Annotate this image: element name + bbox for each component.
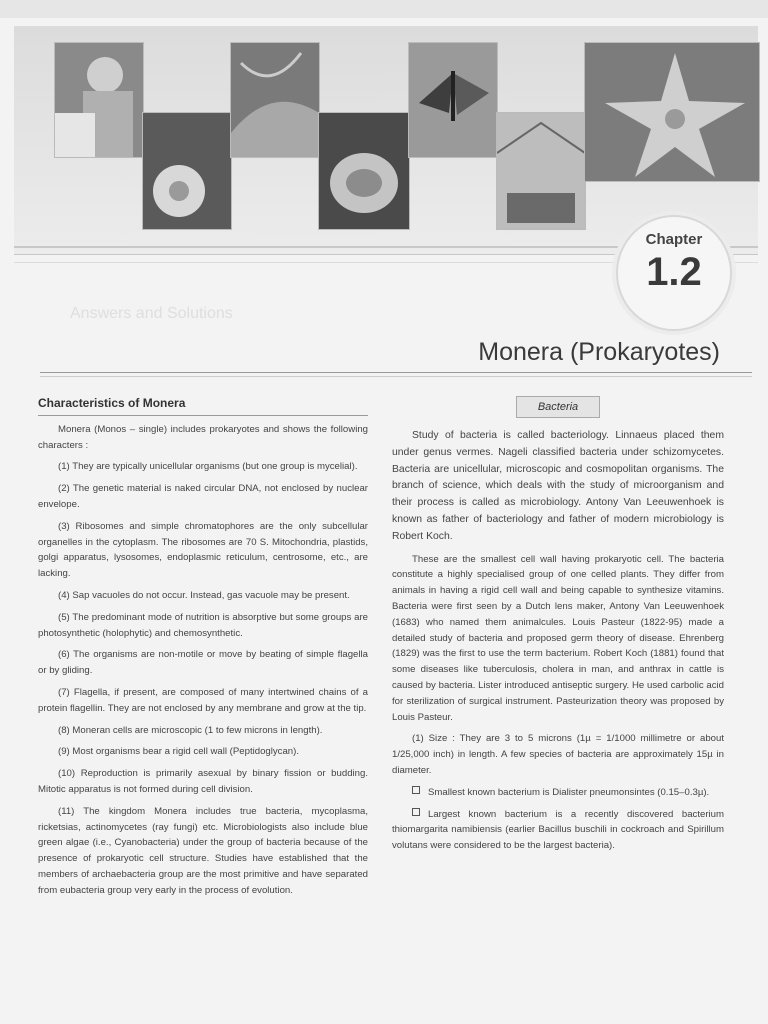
section-heading: Characteristics of Monera bbox=[38, 396, 368, 416]
bullet-text: Smallest known bacterium is Dialister pneumonsintes (0.15–0.3µ). bbox=[428, 786, 710, 798]
characteristic-item: (9) Most organisms bear a rigid cell wall (Peptidoglycan). bbox=[58, 746, 300, 758]
characteristic-item: (11) The kingdom Monera includes true bacteria, mycoplasma, ricketsias, actinomycetes (ray fungi) etc. Microbiologists also include blue green algae (i.e., Cyanobacteria) under the group of bacteria because of the presence of prokaryotic cell structure. Studies have established that the members of archaebacteria group are the most primitive and have separated from eubacteria group very early in the process of evolution. bbox=[38, 805, 368, 896]
chapter-number: 1.2 bbox=[646, 250, 702, 294]
bullet-text: Largest known bacterium is a recently discovered bacterium thiomargarita namibiensis (earlier Bacillus buschili in cockroach and Spirillum volutans were considered to be the largest bacteria). bbox=[392, 808, 724, 852]
bacteriology-paragraph: Study of bacteria is called bacteriology. Linnaeus placed them under genus vermes. Nageli classified bacteria under schizomycetes. Bacteria are unicellular, microscopic and cosmopolitan organisms. The branch of science, which deals with the study of microorganism and their process is called as microbiology. Antony Van Leeuwenhoek is known as father of bacteriology and father of modern microbiology is Robert Koch. bbox=[392, 430, 724, 542]
starfish-photo bbox=[584, 42, 760, 182]
title-rule bbox=[40, 372, 752, 373]
characteristic-item: (5) The predominant mode of nutrition is absorptive but some groups are photosynthetic (holophytic) and chemosynthetic. bbox=[38, 611, 368, 639]
surgeon-photo bbox=[54, 42, 144, 158]
title-rule bbox=[40, 376, 752, 377]
characteristic-item: (3) Ribosomes and simple chromatophores are the only subcellular organelles in the cytoplasm. The ribosomes are 70 S. Mitochondria, plastids, golgi apparatus, lysosomes, endoplasmic reticulum, centrosome, etc., are lacking. bbox=[38, 520, 368, 580]
characteristic-item: (6) The organisms are non-motile or move by beating of simple flagella or by gliding. bbox=[38, 649, 368, 677]
characteristic-item: (4) Sap vacuoles do not occur. Instead, gas vacuole may be present. bbox=[58, 589, 350, 601]
chapter-label: Chapter bbox=[645, 231, 703, 248]
characteristic-item: (1) They are typically unicellular organisms (but one group is mycelial). bbox=[58, 461, 358, 473]
intro-paragraph: Monera (Monos – single) includes prokaryotes and shows the following characters : bbox=[38, 423, 368, 451]
bacteria-section-tab: Bacteria bbox=[516, 396, 600, 418]
characteristic-item: (2) The genetic material is naked circular DNA, not enclosed by nuclear envelope. bbox=[38, 483, 368, 510]
anemone-photo bbox=[318, 112, 410, 230]
bullet-item bbox=[392, 807, 724, 854]
bullet-item bbox=[392, 785, 724, 801]
checkbox-bullet-icon bbox=[412, 786, 420, 794]
characteristic-item: (7) Flagella, if present, are composed of many intertwined chains of a protein flagellin. They are not enclosed by any membrane and grow at the tip. bbox=[38, 686, 368, 714]
size-paragraph: (1) Size : They are 3 to 5 microns (1µ = 1/1000 millimetre or about 1/25,000 inch) in length. A few species of bacteria are approximately 15µ in diameter. bbox=[392, 733, 724, 776]
chapter-badge bbox=[616, 215, 732, 331]
dandelion-photo bbox=[142, 112, 232, 230]
page-title: Monera (Prokaryotes) bbox=[478, 338, 720, 366]
checkbox-bullet-icon bbox=[412, 808, 420, 816]
right-column bbox=[392, 428, 724, 860]
foliage-photo bbox=[230, 42, 320, 158]
butterfly-photo bbox=[408, 42, 498, 158]
characteristic-item: (8) Moneran cells are microscopic (1 to few microns in length). bbox=[58, 724, 323, 736]
greenhouse-photo bbox=[496, 112, 586, 230]
show-through-text: Answers and Solutions bbox=[70, 305, 233, 322]
left-column bbox=[38, 396, 368, 905]
bacteria-history-paragraph: These are the smallest cell wall having prokaryotic cell. The bacteria constitute a highly specialised group of one celled plants. They differ from animals in having a rigid cell wall and being capable to synthesize vitamins. Bacteria were first seen by a Dutch lens maker, Antony Van Leeuwenhoek (1683) who named them animalcules. Louis Pasteur (1822-95) made a detailed study of bacteria and proposed germ theory of disease. Ehrenberg (1829) was the first to use the term bacterium. Robert Koch (1881) found that some diseases like tuberculosis, cholera in man, and anthrax in cattle is caused by bacteria. Lister introduced antiseptic surgery. He used carbolic acid for sterilization of surgical instrument. Pasteurization theory was proposed by Louis Pasteur. bbox=[392, 553, 724, 723]
characteristic-item: (10) Reproduction is primarily asexual by binary fission or budding. Mitotic apparatus is not formed during cell division. bbox=[38, 768, 368, 795]
top-band bbox=[0, 0, 768, 18]
